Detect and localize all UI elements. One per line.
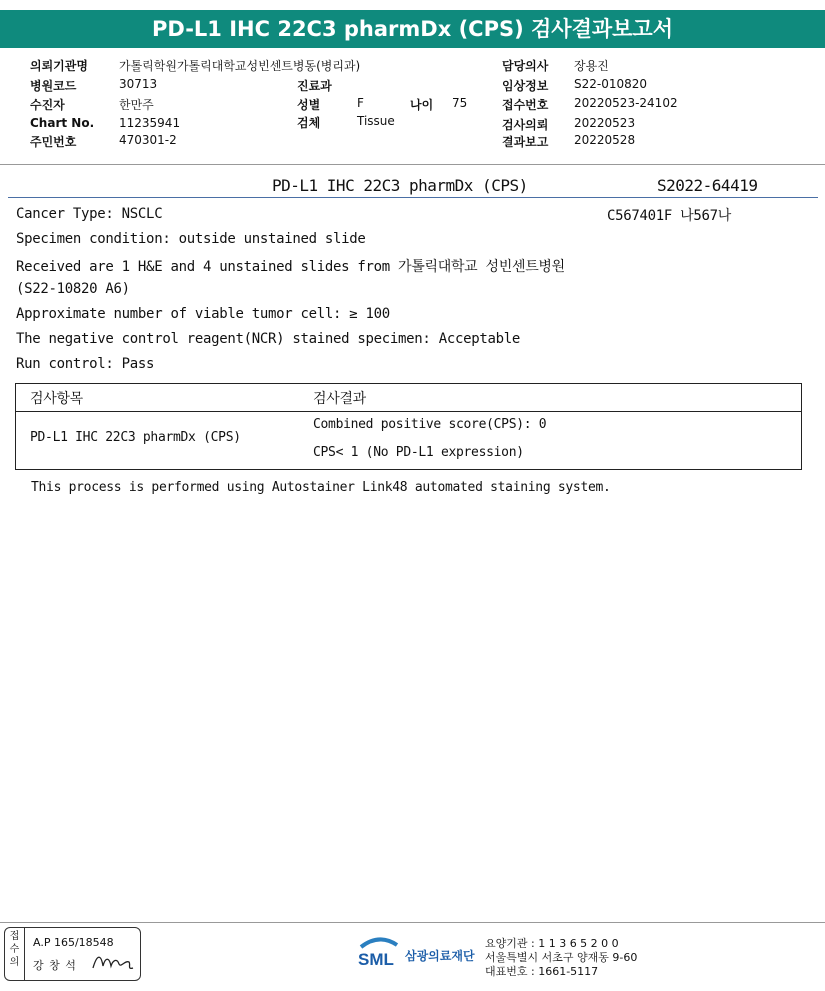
department-label: 진료과 [297, 79, 332, 93]
stamp-line1: A.P 165/18548 [33, 936, 114, 949]
chart-no-label: Chart No. [30, 116, 95, 130]
foundation-name: 삼광의료재단 [405, 949, 475, 963]
footer-divider [0, 922, 825, 923]
reception-stamp [4, 927, 141, 981]
hospital-code-value: 30713 [119, 77, 158, 91]
chart-no-value: 11235941 [119, 116, 181, 130]
stamp-side-label: 접수의 [5, 928, 25, 980]
receipt-no-label: 접수번호 [502, 98, 549, 112]
clinical-info-value: S22-010820 [574, 77, 648, 91]
received-slides: Received are 1 H&E and 4 unstained slides from 가톨릭대학교 성빈센트병원 [16, 259, 565, 275]
sex-label: 성별 [297, 98, 321, 112]
sml-logo-text: SML [358, 950, 394, 969]
signature-icon [91, 950, 135, 974]
patient-label: 수진자 [30, 98, 65, 112]
sex-value: F [357, 96, 364, 110]
requesting-org-label: 의뢰기관명 [30, 59, 88, 73]
receipt-no-value: 20220523-24102 [574, 96, 678, 110]
cps-score: Combined positive score(CPS): 0 [313, 417, 547, 432]
result-report-value: 20220528 [574, 133, 636, 147]
report-subtitle: PD-L1 IHC 22C3 pharmDx (CPS) [272, 176, 528, 195]
result-report-label: 결과보고 [502, 135, 549, 149]
report-code: S2022-64419 [657, 176, 758, 195]
subtitle-underline [8, 197, 818, 198]
divider [0, 164, 825, 165]
address: 서울특별시 서초구 양재동 9-60 [485, 951, 638, 964]
test-request-label: 검사의뢰 [502, 118, 549, 132]
resident-no-value: 470301-2 [119, 133, 177, 147]
age-value: 75 [452, 96, 468, 110]
viable-tumor-cells: Approximate number of viable tumor cell: ≥ 100 [16, 306, 390, 322]
resident-no-label: 주민번호 [30, 135, 77, 149]
specimen-label: 검체 [297, 116, 321, 130]
col-header-item: 검사항목 [30, 391, 83, 407]
clinical-info-label: 임상정보 [502, 79, 549, 93]
stamp-line2: 강 창 석 [33, 959, 77, 972]
process-note: This process is performed using Autostainer Link48 automated staining system. [31, 480, 611, 495]
age-label: 나이 [410, 98, 434, 112]
patient-value: 한만주 [119, 98, 154, 112]
doctor-value: 장용진 [574, 59, 609, 73]
slide-id: (S22-10820 A6) [16, 281, 130, 297]
cps-interpretation: CPS< 1 (No PD-L1 expression) [313, 445, 524, 460]
report-title: PD-L1 IHC 22C3 pharmDx (CPS) 검사결과보고서 [0, 10, 825, 48]
hospital-code-label: 병원코드 [30, 79, 77, 93]
block-code: C567401F 나567나 [607, 208, 731, 224]
col-header-result: 검사결과 [313, 391, 366, 407]
table-header-divider [16, 411, 801, 412]
cancer-type: Cancer Type: NSCLC [16, 206, 163, 222]
specimen-value: Tissue [357, 114, 395, 128]
results-table [15, 383, 802, 470]
negative-control: The negative control reagent(NCR) stained specimen: Acceptable [16, 331, 520, 347]
phone: 대표번호 : 1661-5117 [485, 965, 599, 978]
requesting-org-value: 가톨릭학원가톨릭대학교성빈센트병동(병리과) [119, 59, 361, 73]
sml-logo [357, 935, 475, 975]
institution-code: 요양기관 : 1 1 3 6 5 2 0 0 [485, 937, 619, 950]
run-control: Run control: Pass [16, 356, 155, 372]
sml-logo-icon [357, 935, 401, 971]
test-request-value: 20220523 [574, 116, 636, 130]
specimen-condition: Specimen condition: outside unstained slide [16, 231, 366, 247]
test-name: PD-L1 IHC 22C3 pharmDx (CPS) [30, 430, 241, 445]
doctor-label: 담당의사 [502, 59, 549, 73]
